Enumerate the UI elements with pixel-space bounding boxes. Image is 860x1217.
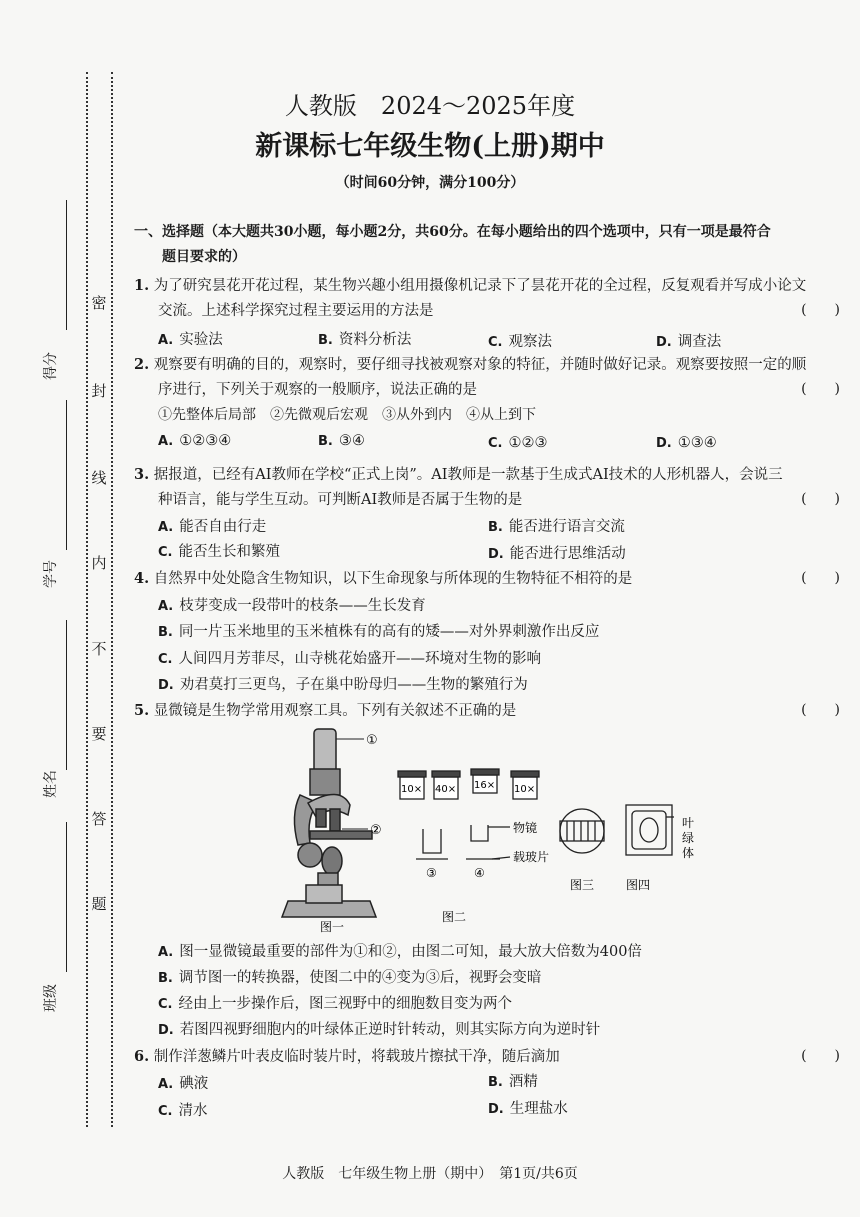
question-text: 制作洋葱鳞片叶表皮临时装片时，将载玻片擦拭干净，随后滴加 (153, 1049, 560, 1065)
answer-bracket[interactable]: ( ) (801, 702, 840, 718)
class-line[interactable] (66, 822, 67, 972)
question-text: 交流。上述科学探究过程主要运用的方法是 (158, 303, 434, 319)
figure-3-label: 图三 (570, 878, 595, 892)
callout-4: ④ (474, 866, 485, 880)
chloroplast-label: 体 (682, 846, 695, 860)
question-6 (134, 1044, 850, 1070)
page-footer: 人教版 七年级生物上册（期中） 第1页/共6页 (282, 1166, 578, 1182)
question-text: 自然界中处处隐含生物知识，以下生命现象与所体现的生物特征不相符的是 (153, 571, 633, 587)
microscope-drawing (282, 729, 376, 917)
name-label: 姓名 (43, 770, 59, 798)
exam-edition-title: 人教版 2024～2025年度 (284, 92, 576, 120)
answer-bracket[interactable]: ( ) (801, 302, 840, 318)
question-number: 2. (134, 356, 150, 373)
student-id-line[interactable] (66, 400, 67, 550)
question-2 (134, 352, 850, 428)
question-text: 观察要有明确的目的，观察时，要仔细寻找被观察对象的特征，并随时做好记录。观察要按照一定的顺 (153, 357, 807, 373)
lens-label: 10× (401, 784, 423, 795)
objective-diagram (416, 825, 510, 859)
view-field-3 (560, 809, 604, 853)
seal-char: 题 (91, 895, 107, 913)
binding-dotted-line (86, 72, 88, 1127)
option-c[interactable]: C. 经由上一步操作后，图三视野中的细胞数目变为两个 (158, 996, 512, 1012)
question-number: 1. (134, 277, 150, 294)
view-field-4 (626, 805, 674, 855)
question-text: 据报道，已经有AI教师在学校“正式上岗”。AI教师是一款基于生成式AI技术的人形机器人，会说三 (153, 467, 783, 483)
question-text: 显微镜是生物学常用观察工具。下列有关叙述不正确的是 (153, 703, 517, 719)
lens-label: 16× (474, 780, 496, 791)
question-text: 序进行，下列关于观察的一般顺序，说法正确的是 (158, 382, 477, 398)
question-text: 为了研究昙花开花过程，某生物兴趣小组用摄像机记录下了昙花开花的全过程，反复观看并写成小论文 (153, 278, 807, 294)
option-d[interactable]: D. ①③④ (656, 435, 717, 451)
option-b[interactable]: B. 同一片玉米地里的玉米植株有的高有的矮——对外界刺激作出反应 (158, 624, 600, 640)
option-c[interactable]: C. 人间四月芳菲尽，山寺桃花始盛开——环境对生物的影响 (158, 651, 541, 667)
question-number: 6. (134, 1048, 150, 1065)
option-c[interactable]: C. 观察法 (488, 334, 552, 350)
option-a[interactable]: A. 枝芽变成一段带叶的枝条——生长发育 (158, 598, 426, 614)
callout-3: ③ (426, 866, 437, 880)
option-d[interactable]: D. 生理盐水 (488, 1101, 568, 1117)
seal-char: 不 (91, 640, 107, 658)
option-a[interactable]: A. 图一显微镜最重要的部件为①和②，由图二可知，最大放大倍数为400倍 (158, 944, 642, 960)
option-d[interactable]: D. 调查法 (656, 334, 722, 350)
question-text: 种语言，能与学生互动。可判断AI教师是否属于生物的是 (158, 492, 523, 508)
question-statements: ①先整体后局部 ②先微观后宏观 ③从外到内 ④从上到下 (158, 407, 536, 423)
question-number: 4. (134, 570, 150, 587)
option-b[interactable]: B. 酒精 (488, 1074, 538, 1090)
seal-char: 密 (91, 294, 107, 312)
binding-dotted-line-inner (111, 72, 113, 1127)
class-label: 班级 (43, 984, 59, 1012)
option-b[interactable]: B. 能否进行语言交流 (488, 519, 625, 535)
section-heading (134, 220, 852, 270)
callout-2: ② (370, 823, 382, 838)
option-b[interactable]: B. ③④ (318, 433, 365, 449)
option-d[interactable]: D. 劝君莫打三更鸟，子在巢中盼母归——生物的繁殖行为 (158, 677, 528, 693)
name-line[interactable] (66, 620, 67, 770)
option-b[interactable]: B. 资料分析法 (318, 332, 412, 348)
lens-label: 40× (435, 784, 457, 795)
option-a[interactable]: A. 实验法 (158, 332, 223, 348)
question-5 (134, 698, 850, 724)
option-c[interactable]: C. 清水 (158, 1103, 208, 1119)
callout-1: ① (366, 733, 378, 748)
microscope-figure (270, 725, 720, 935)
seal-char: 封 (91, 382, 107, 400)
question-4 (134, 566, 850, 592)
seal-char: 内 (91, 554, 107, 572)
lens-label: 10× (514, 784, 536, 795)
option-a[interactable]: A. ①②③④ (158, 433, 232, 449)
option-c[interactable]: C. 能否生长和繁殖 (158, 544, 280, 560)
section-heading-line2: 题目要求的） (162, 249, 246, 265)
option-a[interactable]: A. 碘液 (158, 1076, 209, 1092)
option-a[interactable]: A. 能否自由行走 (158, 519, 267, 535)
figure-1-label: 图一 (320, 920, 345, 934)
answer-bracket[interactable]: ( ) (801, 381, 840, 397)
figure-2-label: 图二 (442, 910, 467, 924)
slide-label: 载玻片 (513, 850, 550, 864)
student-id-label: 学号 (43, 560, 59, 588)
option-d[interactable]: D. 若图四视野细胞内的叶绿体正逆时针转动，则其实际方向为逆时针 (158, 1022, 601, 1038)
score-line[interactable] (66, 200, 67, 330)
seal-char: 要 (91, 725, 107, 743)
section-heading-line1: 一、选择题（本大题共30小题，每小题2分，共60分。在每小题给出的四个选项中，只有一项是最符合 (134, 224, 771, 240)
exam-title: 新课标七年级生物(上册)期中 (255, 131, 605, 162)
question-1 (134, 273, 850, 324)
answer-bracket[interactable]: ( ) (801, 1048, 840, 1064)
option-b[interactable]: B. 调节图一的转换器，使图二中的④变为③后，视野会变暗 (158, 970, 542, 986)
chloroplast-label: 绿 (682, 831, 695, 845)
option-d[interactable]: D. 能否进行思维活动 (488, 546, 626, 562)
seal-char: 答 (91, 810, 107, 828)
chloroplast-label: 叶 (682, 816, 695, 830)
seal-char: 线 (91, 469, 107, 487)
question-3 (134, 462, 850, 513)
question-number: 3. (134, 466, 150, 483)
answer-bracket[interactable]: ( ) (801, 491, 840, 507)
objective-label: 物镜 (513, 821, 538, 835)
question-number: 5. (134, 702, 150, 719)
figure-4-label: 图四 (626, 878, 651, 892)
score-label: 得分 (43, 352, 59, 380)
answer-bracket[interactable]: ( ) (801, 570, 840, 586)
option-c[interactable]: C. ①②③ (488, 435, 548, 451)
exam-time-score: （时间60分钟，满分100分） (335, 175, 525, 191)
